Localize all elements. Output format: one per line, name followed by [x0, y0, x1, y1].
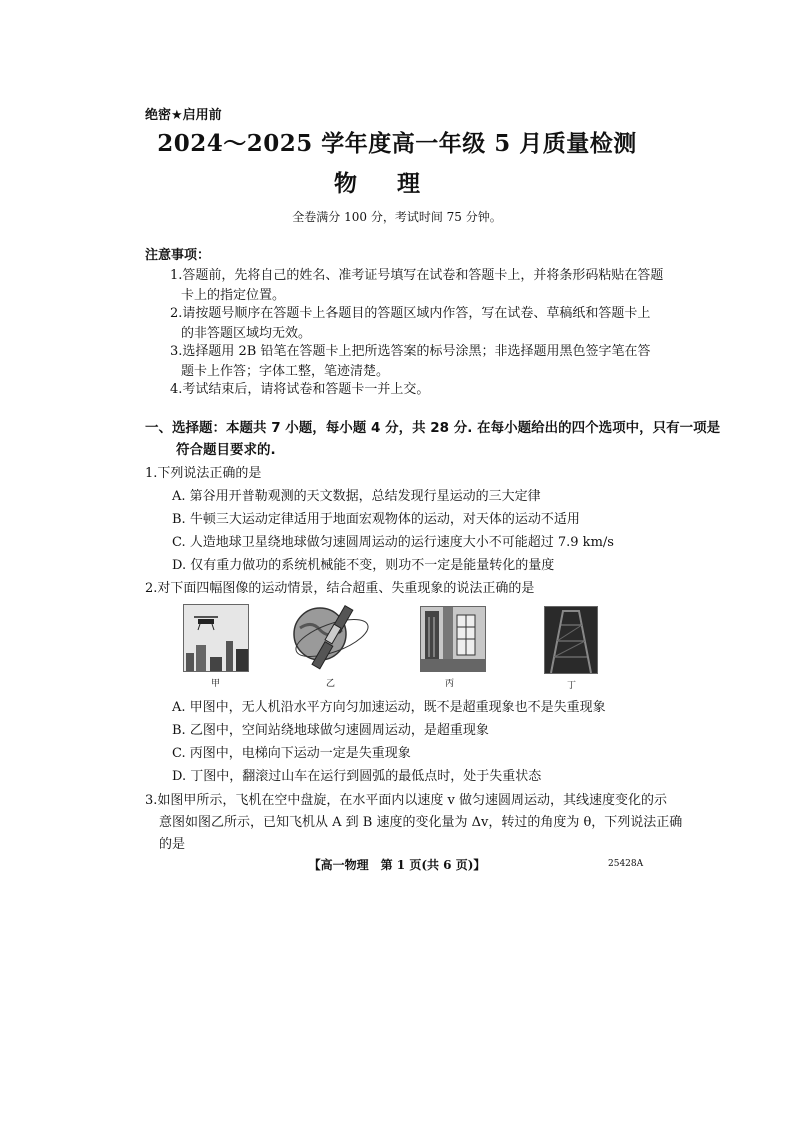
- notice-line: 4.考试结束后，请将试卷和答题卡一并上交。: [170, 382, 430, 397]
- q3-stem-line1: 3.如图甲所示，飞机在空中盘旋，在水平面内以速度 v 做匀速圆周运动，其线速度变化的示: [145, 793, 668, 808]
- section-heading: 一、选择题：本题共 7 小题，每小题 4 分，共 28 分. 在每小题给出的四个选项中，只有一项是: [145, 420, 721, 436]
- caption-ding: 丁: [567, 681, 577, 691]
- page-footer: 【高一物理 第 1 页(共 6 页)】: [308, 858, 486, 872]
- figure-bing-elevator: [420, 606, 486, 672]
- q2-stem: 2.对下面四幅图像的运动情景，结合超重、失重现象的说法正确的是: [145, 581, 535, 596]
- drone-image: [184, 605, 248, 671]
- q2-option-b: B. 乙图中，空间站绕地球做匀速圆周运动，是超重现象: [172, 723, 489, 738]
- secret-mark: 绝密★启用前: [145, 108, 222, 123]
- notice-heading: 注意事项：: [145, 248, 211, 263]
- q1-option-d: D. 仅有重力做功的系统机械能不变，则功不一定是能量转化的量度: [172, 558, 555, 573]
- figure-ding-roller-coaster: [544, 606, 598, 674]
- subject-text: 物理: [334, 171, 460, 197]
- notice-line: 卡上的指定位置。: [181, 288, 286, 303]
- space-station-image: [290, 600, 372, 672]
- q2-option-a: A. 甲图中，无人机沿水平方向匀加速运动，既不是超重现象也不是失重现象: [172, 700, 606, 715]
- caption-yi: 乙: [326, 679, 336, 689]
- figure-yi-space-station: [290, 600, 372, 672]
- notice-line: 1.答题前，先将自己的姓名、准考证号填写在试卷和答题卡上，并将条形码粘贴在答题: [170, 268, 664, 283]
- score-note: 全卷满分 100 分，考试时间 75 分钟。: [292, 210, 502, 224]
- notice-line: 的非答题区域均无效。: [181, 326, 312, 341]
- q1-stem: 1.下列说法正确的是: [145, 466, 262, 481]
- q1-option-a: A. 第谷用开普勒观测的天文数据，总结发现行星运动的三大定律: [172, 489, 541, 504]
- caption-jia: 甲: [211, 679, 221, 689]
- paper-code: 25428A: [608, 859, 644, 869]
- section-heading-cont: 符合题目要求的.: [176, 442, 276, 458]
- notice-line: 2.请按题号顺序在答题卡上各题目的答题区域内作答，写在试卷、草稿纸和答题卡上: [170, 306, 651, 321]
- notice-line: 题卡上作答；字体工整，笔迹清楚。: [181, 364, 390, 379]
- elevator-image: [421, 607, 485, 671]
- subject-title: [0, 165, 794, 198]
- q2-option-c: C. 丙图中，电梯向下运动一定是失重现象: [172, 746, 411, 761]
- exam-title: 2024～2025 学年度高一年级 5 月质量检测: [157, 130, 637, 157]
- q2-option-d: D. 丁图中，翻滚过山车在运行到圆弧的最低点时，处于失重状态: [172, 769, 542, 784]
- q1-option-c: C. 人造地球卫星绕地球做匀速圆周运动的运行速度大小不可能超过 7.9 km/s: [172, 535, 614, 550]
- figure-jia-drone: [183, 604, 249, 672]
- roller-coaster-image: [545, 607, 597, 673]
- q3-stem-line2: 意图如图乙所示，已知飞机从 A 到 B 速度的变化量为 Δv，转过的角度为 θ，下列说法正确: [159, 815, 683, 830]
- caption-bing: 丙: [445, 679, 455, 689]
- q3-stem-line3: 的是: [159, 837, 186, 852]
- notice-line: 3.选择题用 2B 铅笔在答题卡上把所选答案的标号涂黑；非选择题用黑色签字笔在答: [170, 344, 651, 359]
- q1-option-b: B. 牛顿三大运动定律适用于地面宏观物体的运动，对天体的运动不适用: [172, 512, 580, 527]
